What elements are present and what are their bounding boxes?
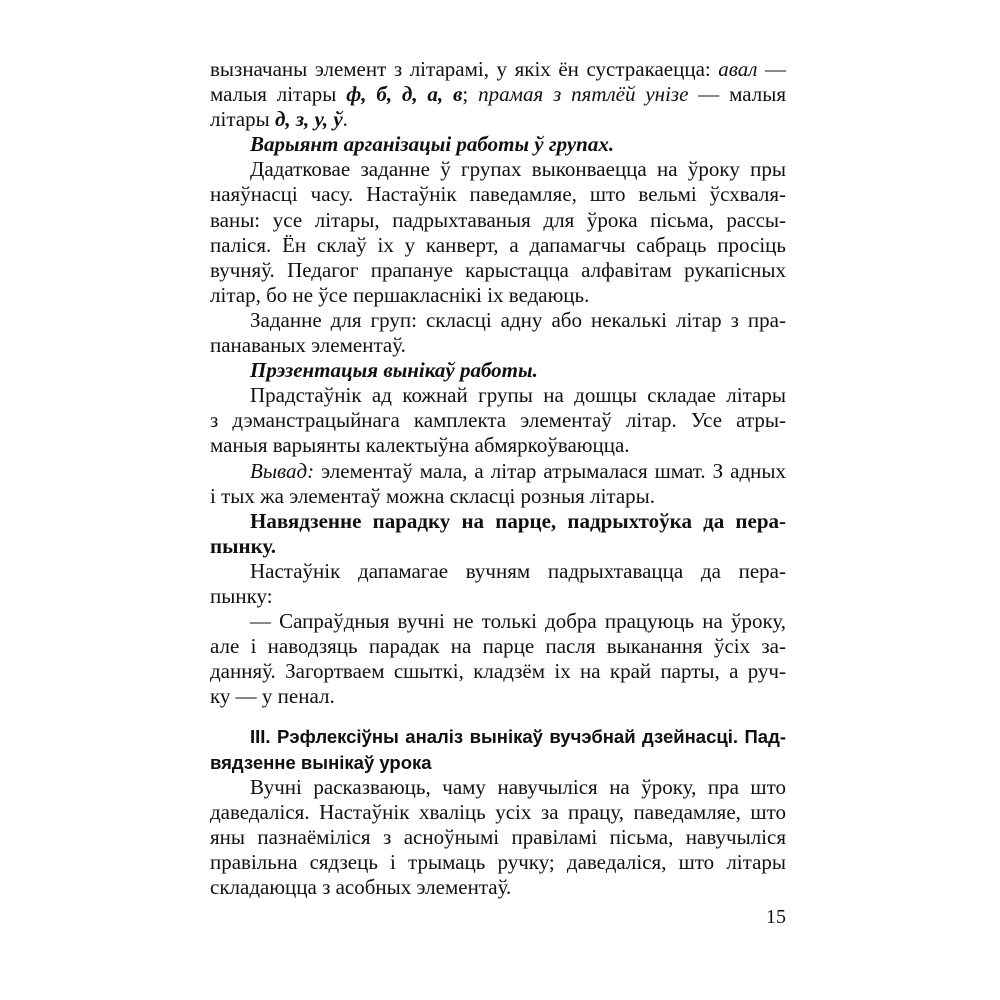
text-segment: вядзенне вынікаў урока <box>210 751 432 773</box>
text-segment: Заданне для груп: скласці адну або некалькі літар з пра- <box>250 307 786 332</box>
text-line <box>210 684 786 709</box>
text-segment: элементаў мала, а літар атрымалася шмат. З адных <box>314 458 786 483</box>
text-line <box>210 333 786 358</box>
text-segment: Вучні расказваюць, чаму навучыліся на ўроку, пра што <box>250 774 786 799</box>
subheading-variant-group-work <box>210 132 786 157</box>
text-line <box>210 724 786 749</box>
text-line <box>210 258 786 283</box>
text-segment: даведаліся. Настаўнік хваліць усіх за працу, паведамляе, што <box>210 799 786 824</box>
text-line <box>210 875 786 900</box>
text-segment: пынку: <box>210 583 273 608</box>
text-line <box>210 157 786 182</box>
text-line <box>210 509 786 534</box>
text-line <box>210 609 786 634</box>
text-segment: яны пазнаёміліся з асноўнымі правіламі пісьма, навучыліся <box>210 824 786 849</box>
subheading-results-presentation <box>210 358 786 383</box>
text-segment: Вывад: <box>250 458 315 483</box>
text-segment: — <box>757 57 786 81</box>
text-line <box>210 233 786 258</box>
text-segment: — малыя <box>688 82 787 107</box>
para-additional-task <box>210 157 786 308</box>
para-group-task <box>210 308 786 358</box>
text-segment: паліся. Ён склаў іх у канверт, а дапамагчы сабраць просіць <box>210 232 786 257</box>
para-letter-elements <box>210 57 786 132</box>
page-text-column <box>210 57 786 900</box>
text-segment: вучняў. Педагог прапануе карыстацца алфавітам рукапісных <box>210 257 786 282</box>
text-line <box>210 57 786 82</box>
text-line <box>210 775 786 800</box>
text-segment: . <box>342 107 348 132</box>
text-segment: малыя літары <box>210 82 347 107</box>
text-line <box>210 82 786 107</box>
text-segment: III. Рэфлексіўны аналіз вынікаў вучэбнай дзейнасці. Пад- <box>250 726 786 748</box>
text-line <box>210 459 786 484</box>
text-line <box>210 182 786 207</box>
text-segment: ф, б, д, а, в <box>346 82 463 107</box>
text-line <box>210 383 786 408</box>
text-segment: панаваных элементаў. <box>210 333 406 358</box>
text-segment: авал <box>718 57 758 81</box>
text-segment: Прадстаўнік ад кожнай групы на дошцы складае літары <box>250 383 786 408</box>
text-segment: вызначаны элемент з літарамі, у якіх ён сустракаецца: <box>210 57 719 81</box>
text-segment: Навядзенне парадку на парце, падрыхтоўка да пера- <box>250 508 786 533</box>
text-segment: правільна сядзець і трымаць ручку; даведаліся, што літары <box>210 849 786 874</box>
text-line <box>210 750 786 775</box>
text-segment: літары <box>210 107 275 132</box>
text-line <box>210 825 786 850</box>
text-line <box>210 107 786 132</box>
para-real-pupils <box>210 609 786 709</box>
text-line <box>210 484 786 509</box>
heading-reflective-analysis <box>210 724 786 774</box>
text-segment: ; <box>462 82 479 107</box>
text-line <box>210 659 786 684</box>
text-segment: наяўнасці часу. Настаўнік паведамляе, што вельмі ўсхваля- <box>210 182 786 207</box>
text-line <box>210 132 786 157</box>
text-line <box>210 283 786 308</box>
text-segment: маныя варыянты калектыўна абмяркоўваюцца. <box>210 433 630 458</box>
text-segment: Дадатковае заданне ў групах выконваецца на ўроку пры <box>250 157 786 182</box>
text-segment: Варыянт арганізацыі работы ў групах. <box>250 132 615 157</box>
text-segment: ваны: усе літары, падрыхтаваныя для ўрока пісьма, рассы- <box>210 207 786 232</box>
text-segment: складаюцца з асобных элементаў. <box>210 875 512 899</box>
text-segment: з дэманстрацыйнага камплекта элементаў літар. Усе атры- <box>210 408 786 433</box>
text-line <box>210 208 786 233</box>
text-segment: Настаўнік дапамагае вучням падрыхтавацца да пера- <box>250 558 786 583</box>
text-line <box>210 584 786 609</box>
para-teacher-helps <box>210 559 786 609</box>
text-line <box>210 559 786 584</box>
text-line <box>210 534 786 559</box>
para-representative <box>210 383 786 458</box>
text-line <box>210 308 786 333</box>
text-line <box>210 358 786 383</box>
text-segment: д, з, у, ў <box>274 107 343 132</box>
para-conclusion <box>210 459 786 509</box>
text-segment: данняў. Загортваем сшыткі, кладзём іх на край парты, а руч- <box>210 659 786 684</box>
text-line <box>210 800 786 825</box>
text-line <box>210 634 786 659</box>
text-segment: пынку. <box>210 533 277 558</box>
page-number: 15 <box>766 906 786 928</box>
subheading-tidy-desk <box>210 509 786 559</box>
para-pupils-tell <box>210 775 786 900</box>
text-segment: літар, бо не ўсе першакласнікі іх ведаюць. <box>210 282 590 307</box>
text-segment: — Сапраўдныя вучні не толькі добра працуюць на ўроку, <box>250 609 786 634</box>
text-segment: Прэзентацыя вынікаў работы. <box>250 358 538 383</box>
text-segment: ку — у пенал. <box>210 684 335 709</box>
text-line <box>210 433 786 458</box>
text-segment: і тых жа элементаў можна скласці розныя літары. <box>210 483 656 508</box>
text-segment: прамая з пятлёй унізе <box>478 82 689 107</box>
text-segment: але і наводзяць парадак на парце пасля выканання ўсіх за- <box>210 634 786 659</box>
text-line <box>210 850 786 875</box>
text-line <box>210 408 786 433</box>
